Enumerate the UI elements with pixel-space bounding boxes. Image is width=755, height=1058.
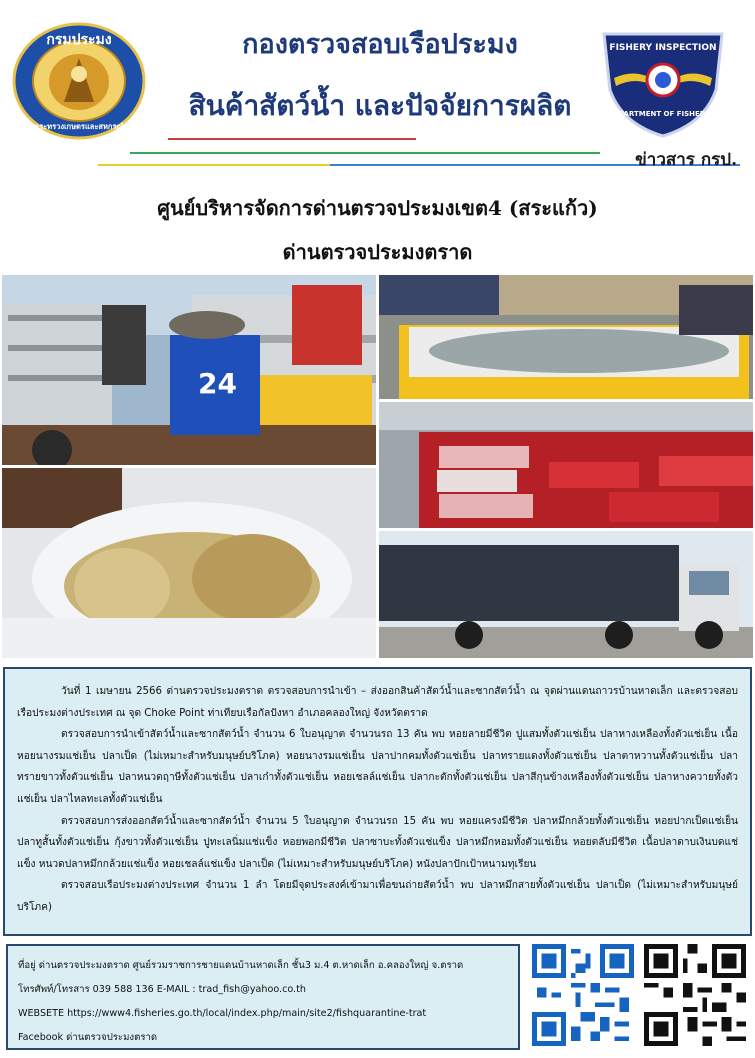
fishery-inspection-badge [596, 20, 730, 138]
photo-red-trays [379, 402, 753, 528]
station-heading: ด่านตรวจประมงตราด [282, 240, 473, 264]
divider-green [130, 152, 600, 154]
contact-facebook[interactable]: Facebook ด่านตรวจประมงตราด [18, 1032, 158, 1043]
report-paragraph-import: ตรวจสอบการนำเข้าสัตว์น้ำและซากสัตว์น้ำ จำนวน 6 ใบอนุญาต จำนวนรถ 13 คัน พบ หอยลายมีชีวิต ปูแสมทั้งตัวแช่เย็น ปลาหางเหลืองทั้งตัวแช่เย็น เนื้อหอยนางรมแช่เย็น ปลาเป็ด (ไม่เหมาะสำหรับมนุษย์บริโภค) หอยนางรมแช่เย็น ปลาปากคมทั้งตัวแช่เย็น ปลาทรายแดงทั้งตัวแช่เย็น ปลาตาหวานทั้งตัวแช่เย็น ปลาทรายขาวทั้งตัวแช่เย็น ปลาหนวดฤาษีทั้งตัวแช่เย็น ปลาเก๋าทั้งตัวแช่เย็น หอยเชลล์แช่เย็น ปลากะตักทั้งตัวแช่เย็น ปลาสีกุนข้างเหลืองทั้งตัวแช่เย็น ปลาหางควายทั้งตัวแช่เย็น ปลาไหลทะเลทั้งตัวแช่เย็น [17, 729, 738, 805]
logo-text: กรมประมง [46, 32, 112, 48]
header-title-line2: สินค้าสัตว์น้ำ และปัจจัยการผลิต [188, 89, 572, 122]
contact-website[interactable]: WEBSETE https://www4.fisheries.go.th/local/index.php/main/site2/fishquarantine-trat [18, 1008, 427, 1019]
logo-subtext: กระทรวงเกษตรและสหกรณ์ [34, 122, 124, 131]
header-title-line1: กองตรวจสอบเรือประมง [242, 29, 518, 60]
photo-truck-inspection [2, 275, 376, 465]
photo-inspection-sack [2, 468, 376, 658]
department-logo [12, 22, 146, 140]
badge-bottom-text: DEPARTMENT OF FISHERIES [608, 110, 718, 118]
office-heading: ศูนย์บริหารจัดการด่านตรวจประมงเขต4 (สระแก้ว) [157, 196, 598, 220]
photo-cargo-truck [379, 531, 753, 658]
news-label: ข่าวสาร กรป. [635, 150, 737, 170]
report-text-box [3, 667, 752, 936]
divider-yellow [98, 164, 330, 166]
jersey-number: 24 [198, 367, 237, 400]
badge-top-text: FISHERY INSPECTION [609, 43, 717, 53]
divider-red [168, 138, 416, 140]
qr-code-line[interactable] [532, 944, 634, 1046]
contact-phone-email: โทรศัพท์/โทรสาร 039 588 136 E-MAIL : trad_fish@yahoo.co.th [18, 984, 306, 995]
report-paragraph-foreign-vessel: ตรวจสอบเรือประมงต่างประเทศ จำนวน 1 ลำ โดยมีจุดประสงค์เข้ามาเพื่อขนถ่ายสัตว์น้ำ พบ ปลาหมึกสายทั้งตัวแช่เย็น ปลาเป็ด (ไม่เหมาะสำหรับมนุษย์บริโภค) [17, 880, 738, 913]
report-paragraph-export: ตรวจสอบการส่งออกสัตว์น้ำและซากสัตว์น้ำ จำนวน 5 ใบอนุญาต จำนวนรถ 15 คัน พบ หอยแครงมีชีวิต ปลาหมึกกล้วยทั้งตัวแช่เย็น หอยปากเป็ดแช่เย็น ปลาทูสั้นทั้งตัวแช่เย็น กุ้งขาวทั้งตัวแช่เย็น ปูทะเลนิ่มแช่แข็ง หอยพอกมีชีวิต ปลาซาบะทั้งตัวแช่แข็ง ปลาหมึกหอมทั้งตัวแช่เย็น หอยตลับมีชีวิต เนื้อปลาดาบเงินบดแช่แข็ง หนวดปลาหมึกกล้วยแช่แข็ง หอยเชลล์แช่แข็ง ปลาเป็ด (ไม่เหมาะสำหรับมนุษย์บริโภค) หนังปลาปักเป้าหนามทุเรียน [17, 815, 738, 870]
photo-ice-box [379, 275, 753, 399]
report-paragraph-date: วันที่ 1 เมษายน 2566 ด่านตรวจประมงตราด ตรวจสอบการนำเข้า – ส่งออกสินค้าสัตว์น้ำและซากสัตว์น้ำ ณ จุดผ่านแดนถาวรบ้านหาดเล็ก และตรวจสอบเรือประมงต่างประเทศ ณ จุด Choke Point ท่าเทียบเรือกัลปังหา อำเภอคลองใหญ่ จังหวัดตราด [17, 686, 738, 719]
contact-address: ที่อยู่ ด่านตรวจประมงตราด ศูนย์รวมราชการชายแดนบ้านหาดเล็ก ชั้น3 ม.4 ต.หาดเล็ก อ.คลองใหญ่ จ.ตราด [18, 960, 464, 971]
contact-box [6, 944, 520, 1050]
qr-code-website[interactable] [644, 944, 746, 1046]
